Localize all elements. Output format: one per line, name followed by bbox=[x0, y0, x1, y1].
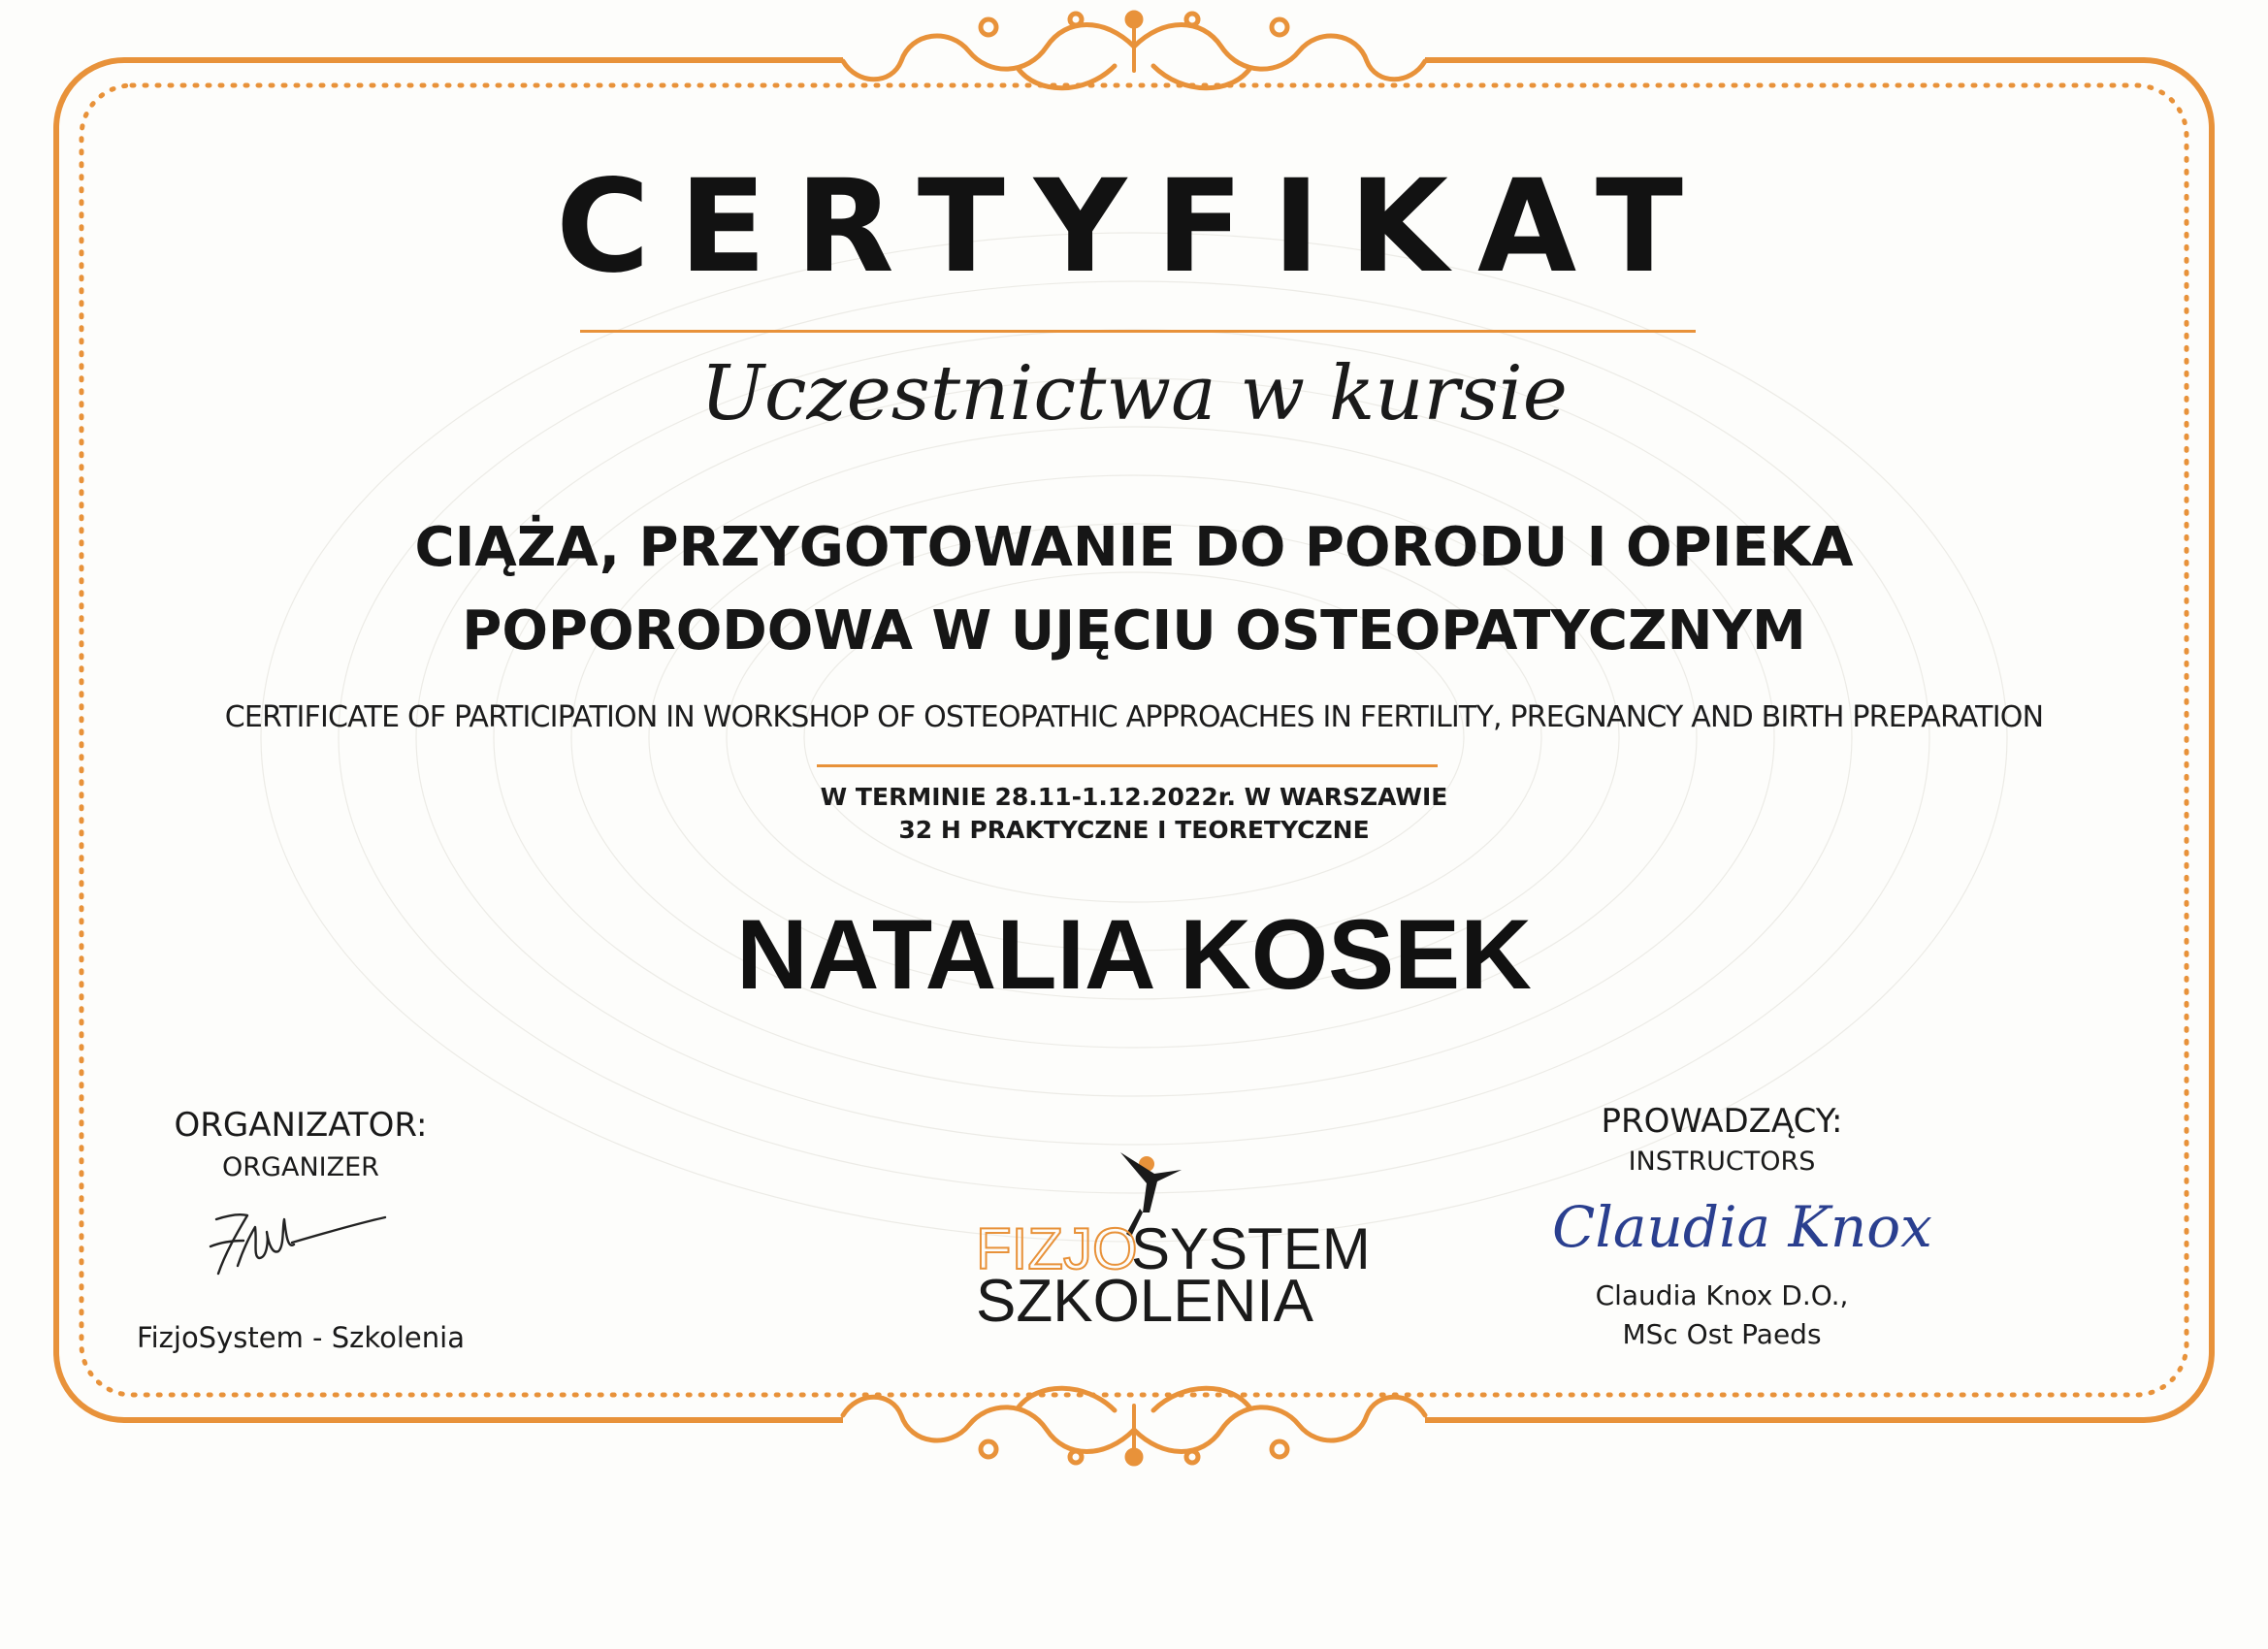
instructors-label: PROWADZĄCY: bbox=[1601, 1102, 1843, 1141]
organizer-name: FizjoSystem - Szkolenia bbox=[137, 1321, 465, 1354]
logo-word-szkolenia: SZKOLENIA bbox=[976, 1268, 1313, 1335]
organizer-label: ORGANIZATOR: bbox=[174, 1106, 428, 1145]
bottom-ornament bbox=[843, 1388, 1425, 1464]
instructors-label-english: INSTRUCTORS bbox=[1628, 1147, 1816, 1177]
course-divider bbox=[817, 764, 1438, 767]
instructor-name-line-1: Claudia Knox D.O., bbox=[1595, 1279, 1849, 1311]
instructor-signature-text: Claudia Knox bbox=[1552, 1194, 1932, 1260]
instructor-name-line-2: MSc Ost Paeds bbox=[1622, 1318, 1822, 1350]
instructor-signature bbox=[1542, 1179, 1932, 1271]
course-title-line-2: POPORODOWA W UJĘCIU OSTEOPATYCZNYM bbox=[462, 599, 1806, 663]
course-title-english: CERTIFICATE OF PARTICIPATION IN WORKSHOP OF OSTEOPATHIC APPROACHES IN FERTILITY, PREGNANCY AND BIRTH PREPARATION bbox=[224, 700, 2044, 734]
instructor-name bbox=[1533, 1277, 1911, 1354]
course-hours: 32 H PRAKTYCZNE I TEORETYCZNE bbox=[898, 816, 1370, 844]
logo-word-system: SYSTEM bbox=[1131, 1216, 1371, 1281]
course-title-line-1: CIĄŻA, PRZYGOTOWANIE DO PORODU I OPIEKA bbox=[414, 516, 1854, 579]
organizer-signature bbox=[199, 1198, 393, 1290]
organizer-label-english: ORGANIZER bbox=[222, 1152, 379, 1182]
top-ornament bbox=[843, 13, 1425, 88]
fizjosystem-logo bbox=[960, 1145, 1371, 1335]
participant-name: NATALIA KOSEK bbox=[736, 899, 1532, 1010]
certificate-subtitle: Uczestnictwa w kursie bbox=[700, 350, 1568, 437]
logo-word-fizjo: FIZJO bbox=[976, 1216, 1138, 1281]
course-details bbox=[0, 781, 2268, 847]
course-title bbox=[0, 506, 2268, 673]
course-dates: W TERMINIE 28.11-1.12.2022r. W WARSZAWIE bbox=[820, 783, 1448, 811]
certificate-title: CERTYFIKAT bbox=[556, 152, 1712, 302]
title-divider bbox=[580, 330, 1696, 333]
